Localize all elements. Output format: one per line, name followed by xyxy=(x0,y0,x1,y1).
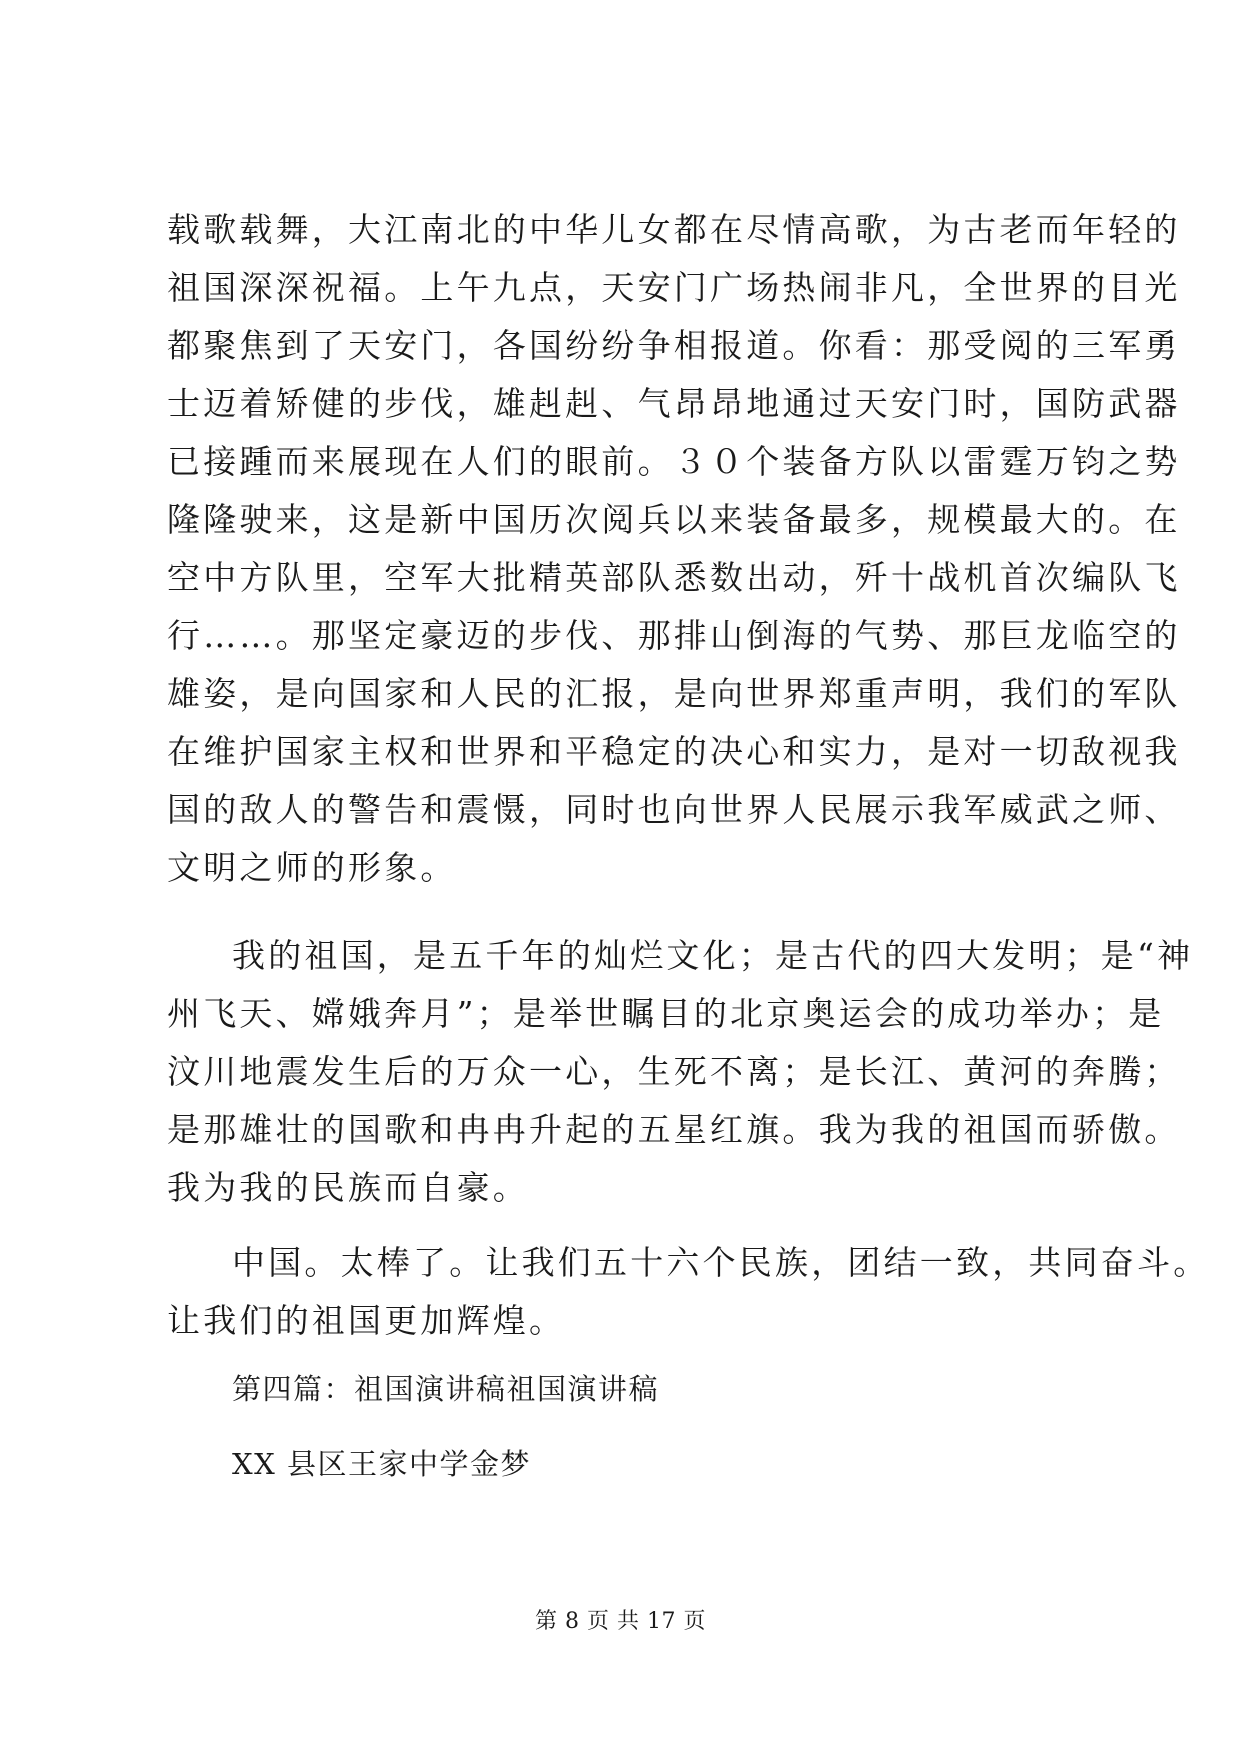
body-text-line: 我的祖国，是五千年的灿烂文化；是古代的四大发明；是“神 xyxy=(232,936,1194,975)
body-text-line: 空中方队里，空军大批精英部队悉数出动，歼十战机首次编队飞 xyxy=(167,558,1181,597)
body-text-line: 州飞天、嫦娥奔月”；是举世瞩目的北京奥运会的成功举办；是 xyxy=(167,994,1165,1033)
body-text-line: 载歌载舞，大江南北的中华儿女都在尽情高歌，为古老而年轻的 xyxy=(167,210,1181,249)
body-text-line: 都聚焦到了天安门，各国纷纷争相报道。你看：那受阅的三军勇 xyxy=(167,326,1181,365)
body-text-line: 行……。那坚定豪迈的步伐、那排山倒海的气势、那巨龙临空的 xyxy=(167,616,1181,655)
body-text-line: 在维护国家主权和世界和平稳定的决心和实力，是对一切敌视我 xyxy=(167,732,1181,771)
body-text-line: 祖国深深祝福。上午九点，天安门广场热闹非凡，全世界的目光 xyxy=(167,268,1181,307)
page-number-footer: 第 8 页 共 17 页 xyxy=(535,1609,706,1634)
body-text-line: 汶川地震发生后的万众一心，生死不离；是长江、黄河的奔腾； xyxy=(167,1052,1181,1091)
author-line: XX 县区王家中学金梦 xyxy=(232,1447,532,1481)
body-text-line: 是那雄壮的国歌和冉冉升起的五星红旗。我为我的祖国而骄傲。 xyxy=(167,1110,1181,1149)
body-text-line: 国的敌人的警告和震慑，同时也向世界人民展示我军威武之师、 xyxy=(167,790,1181,829)
body-text-line: 文明之师的形象。 xyxy=(167,848,457,887)
body-text-line: 让我们的祖国更加辉煌。 xyxy=(167,1301,566,1340)
body-text-line: 我为我的民族而自豪。 xyxy=(167,1168,529,1207)
body-text-line: 中国。太棒了。让我们五十六个民族，团结一致，共同奋斗。 xyxy=(232,1243,1210,1282)
section-heading: 第四篇：祖国演讲稿祖国演讲稿 xyxy=(232,1372,660,1406)
body-text-line: 隆隆驶来，这是新中国历次阅兵以来装备最多，规模最大的。在 xyxy=(167,500,1181,539)
body-text-line: 雄姿，是向国家和人民的汇报，是向世界郑重声明，我们的军队 xyxy=(167,674,1181,713)
body-text-line: 已接踵而来展现在人们的眼前。３０个装备方队以雷霆万钧之势 xyxy=(167,442,1181,481)
body-text-line: 士迈着矫健的步伐，雄赳赳、气昂昂地通过天安门时，国防武器 xyxy=(167,384,1181,423)
